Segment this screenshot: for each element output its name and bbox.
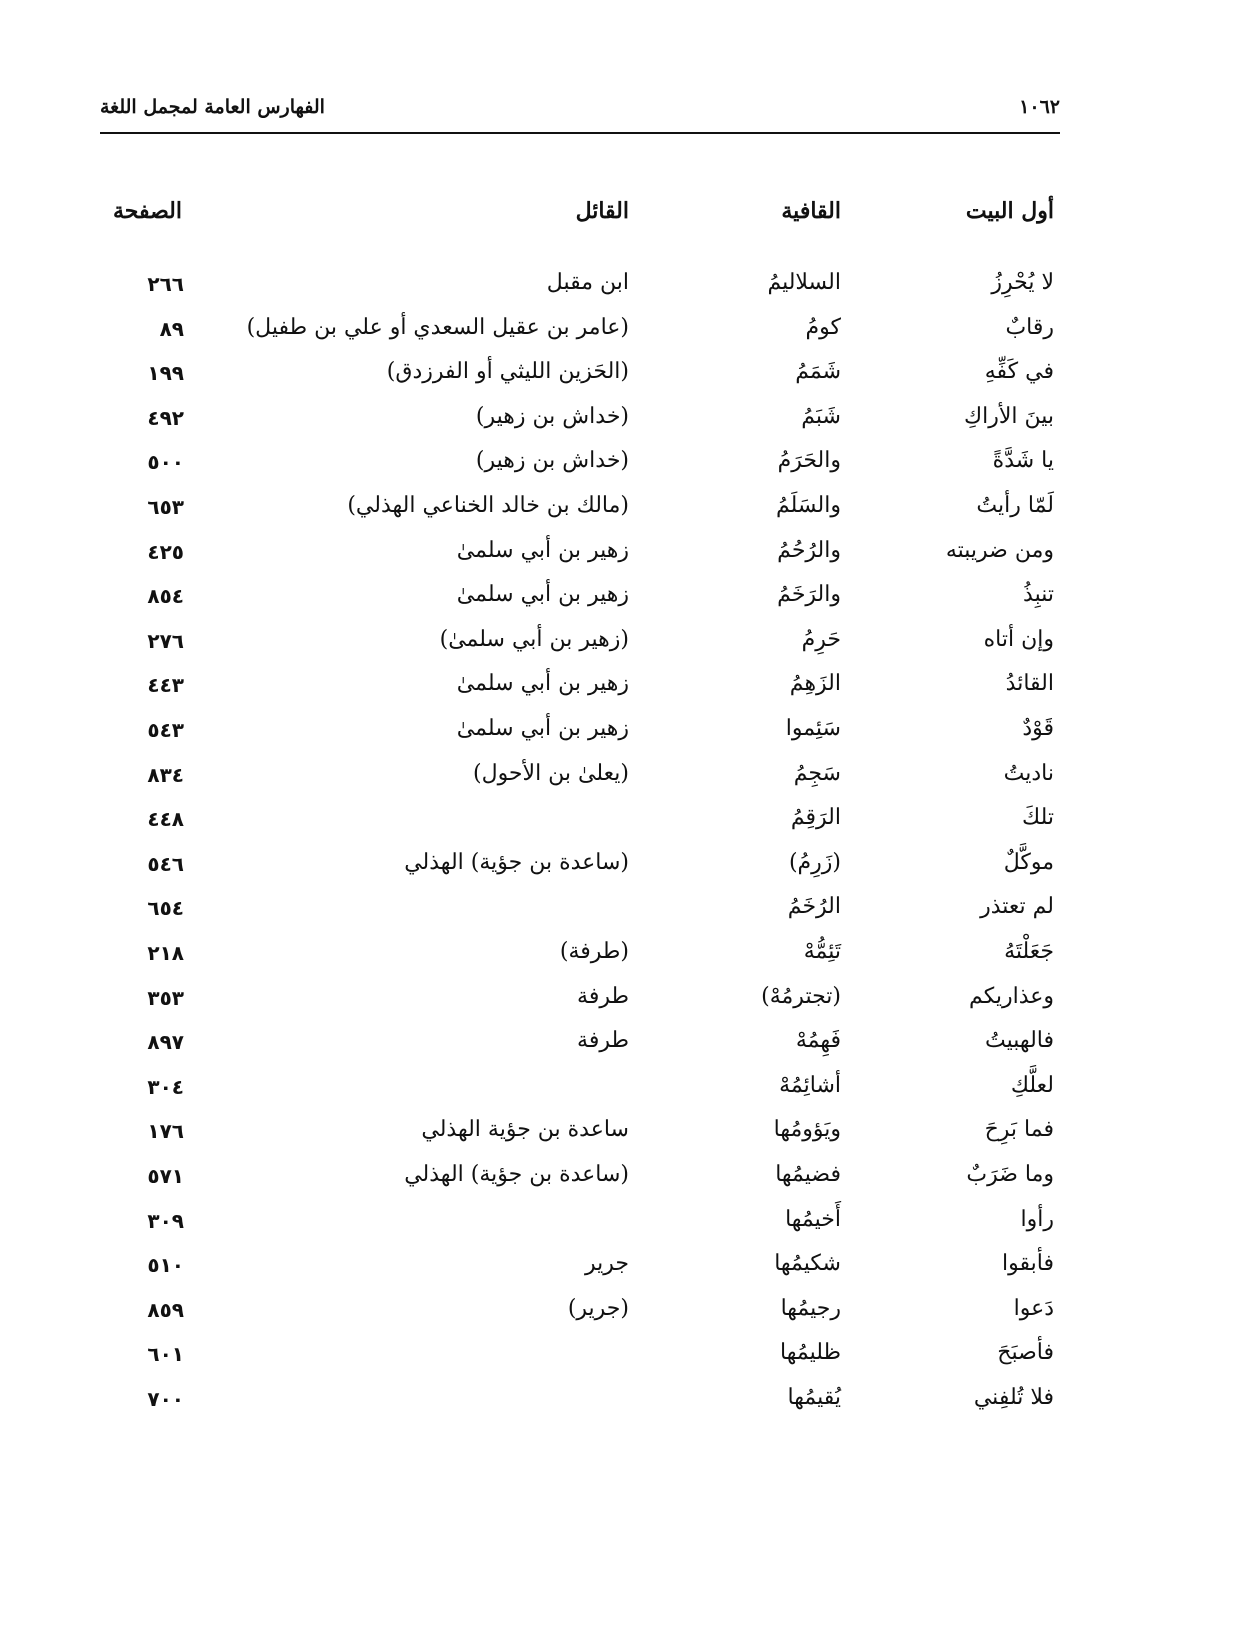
cell-page: ٧٠٠ (147, 1387, 184, 1411)
table-row (0, 761, 1234, 801)
cell-first-of-verse: بينَ الأراكِ (963, 403, 1054, 429)
cell-rhyme: رجيمُها (780, 1295, 841, 1321)
table-row (0, 359, 1234, 399)
table-row (0, 1162, 1234, 1202)
cell-first-of-verse: فأصبَحَ (997, 1340, 1054, 1366)
cell-first-of-verse: ناديتُ (1003, 760, 1054, 786)
cell-page: ٦٠١ (147, 1342, 184, 1367)
cell-poet: (ساعدة بن جؤية) الهذلي (404, 1162, 629, 1187)
cell-poet: (خداش بن زهير) (475, 448, 629, 474)
table-row (0, 716, 1234, 756)
table-row (0, 448, 1234, 488)
cell-poet: زهير بن أبي سلمىٰ (456, 537, 629, 563)
table-row (0, 1385, 1234, 1425)
cell-first-of-verse: تلكَ (1022, 805, 1054, 831)
cell-page: ٨٣٤ (147, 762, 184, 787)
cell-page: ٢٦٦ (147, 272, 184, 296)
table-row (0, 984, 1234, 1024)
column-header-poet: القائل (575, 198, 629, 224)
column-header-first-of-verse: أول البيت (965, 198, 1054, 224)
cell-rhyme: حَرِمُ (801, 626, 841, 652)
cell-rhyme: فَهِمُهْ (795, 1028, 841, 1054)
cell-page: ٣٥٣ (147, 985, 184, 1010)
table-row (0, 939, 1234, 979)
cell-rhyme: والسَلَمُ (776, 493, 841, 518)
cell-poet: زهير بن أبي سلمىٰ (456, 582, 629, 608)
cell-page: ٦٥٤ (147, 896, 184, 921)
cell-poet: (طرفة) (559, 939, 629, 964)
cell-poet: (زهير بن أبي سلمىٰ) (439, 626, 629, 652)
table-row (0, 582, 1234, 622)
cell-rhyme: أَخيمُها (785, 1206, 841, 1232)
cell-page: ٥٧١ (147, 1164, 184, 1188)
cell-poet: (خداش بن زهير) (475, 403, 629, 429)
cell-rhyme: ظليمُها (780, 1340, 841, 1366)
cell-rhyme: يُقيمُها (787, 1385, 841, 1410)
cell-poet: (ساعدة بن جؤية) الهذلي (404, 849, 629, 875)
cell-page: ٦٥٣ (147, 495, 184, 519)
cell-first-of-verse: دَعوا (1013, 1295, 1054, 1321)
cell-first-of-verse: رقابٌ (1005, 314, 1054, 340)
table-row (0, 1296, 1234, 1336)
cell-page: ٤٤٨ (147, 807, 184, 832)
cell-rhyme: سَئِموا (785, 716, 841, 741)
table-row (0, 627, 1234, 667)
table-row (0, 1207, 1234, 1247)
cell-first-of-verse: فما بَرِحَ (984, 1117, 1054, 1143)
cell-page: ١٩٩ (147, 361, 184, 386)
table-row (0, 315, 1234, 355)
cell-poet: (مالك بن خالد الخناعي الهذلي) (347, 493, 629, 518)
cell-rhyme: شكيمُها (774, 1251, 841, 1277)
cell-page: ٨٥٩ (147, 1297, 184, 1322)
cell-poet: زهير بن أبي سلمىٰ (456, 671, 629, 697)
cell-first-of-verse: القائدُ (1005, 671, 1054, 697)
cell-first-of-verse: وعذاريكم (969, 983, 1054, 1009)
cell-first-of-verse: ومن ضريبته (945, 537, 1054, 563)
cell-page: ٥٠٠ (147, 450, 184, 475)
cell-poet: طرفة (577, 1028, 629, 1054)
cell-page: ١٧٦ (147, 1119, 184, 1144)
cell-first-of-verse: وما ضَرَبٌ (966, 1162, 1054, 1187)
cell-rhyme: شَبَمُ (801, 403, 841, 429)
table-row (0, 671, 1234, 711)
cell-page: ٥١٠ (147, 1253, 184, 1278)
page-number: ١٠٦٢ (1019, 96, 1060, 118)
cell-poet: زهير بن أبي سلمىٰ (456, 716, 629, 741)
cell-first-of-verse: فالهبيتُ (985, 1028, 1054, 1054)
cell-rhyme: الزَهِمُ (789, 671, 841, 697)
cell-rhyme: تَئِمُّهْ (803, 939, 841, 964)
table-row (0, 493, 1234, 533)
column-header-rhyme: القافية (781, 198, 841, 224)
cell-page: ٨٩٧ (147, 1030, 184, 1055)
cell-first-of-verse: فلا تُلفِني (973, 1385, 1054, 1410)
cell-page: ٣٠٤ (147, 1074, 184, 1099)
cell-rhyme: السلاليمُ (767, 270, 841, 295)
cell-poet: (يعلىٰ بن الأحول) (473, 760, 629, 786)
cell-rhyme: الرُخَمُ (787, 894, 841, 920)
cell-rhyme: والرَخَمُ (777, 582, 841, 608)
table-row (0, 1251, 1234, 1291)
table-row (0, 805, 1234, 845)
cell-rhyme: ويَؤومُها (773, 1117, 841, 1143)
cell-poet: ساعدة بن جؤية الهذلي (421, 1117, 629, 1143)
table-row (0, 1073, 1234, 1113)
cell-first-of-verse: يا شَدَّةً (992, 448, 1054, 474)
cell-page: ٥٤٦ (147, 851, 184, 876)
table-row (0, 850, 1234, 890)
cell-page: ٨٩ (159, 316, 184, 341)
table-row (0, 270, 1234, 310)
cell-first-of-verse: لم تعتذر (980, 894, 1054, 920)
table-row (0, 1340, 1234, 1380)
cell-rhyme: سَجِمُ (793, 760, 841, 786)
header-title: الفهارس العامة لمجمل اللغة (100, 96, 325, 118)
cell-poet: طرفة (577, 983, 629, 1009)
cell-page: ٤٩٢ (147, 405, 184, 430)
cell-rhyme: (تجترمُهْ) (761, 983, 841, 1009)
cell-page: ٢١٨ (147, 941, 184, 965)
cell-first-of-verse: لعلَّكِ (1010, 1072, 1054, 1098)
cell-first-of-verse: رأوا (1020, 1206, 1054, 1232)
cell-rhyme: فضيمُها (775, 1162, 841, 1187)
table-row (0, 1117, 1234, 1157)
cell-page: ٥٤٣ (147, 718, 184, 742)
cell-first-of-verse: قَوْدٌ (1022, 716, 1054, 741)
cell-page: ٣٠٩ (147, 1208, 184, 1233)
cell-poet: (جرير) (567, 1295, 629, 1321)
cell-rhyme: أشائِمُهْ (779, 1072, 841, 1098)
cell-first-of-verse: تنبِذُ (1023, 582, 1054, 608)
cell-first-of-verse: وإن أتاه (983, 626, 1054, 652)
table-row (0, 1028, 1234, 1068)
cell-page: ٤٢٥ (147, 539, 184, 564)
cell-rhyme: (زَرِمُ) (788, 849, 841, 875)
cell-rhyme: كومُ (805, 314, 841, 340)
running-header (100, 96, 1060, 134)
cell-rhyme: الرَقِمُ (790, 805, 841, 831)
cell-page: ٤٤٣ (147, 673, 184, 698)
table-row (0, 538, 1234, 578)
cell-poet: (الحَزين الليثي أو الفرزدق) (386, 359, 629, 385)
cell-poet: ابن مقبل (546, 270, 629, 295)
cell-page: ٢٧٦ (147, 628, 184, 653)
cell-first-of-verse: لَمّا رأيتُ (976, 493, 1054, 518)
cell-first-of-verse: موكَّلٌ (1003, 849, 1054, 875)
cell-first-of-verse: جَعَلْتَهُ (1004, 939, 1054, 964)
table-row (0, 404, 1234, 444)
column-header-page: الصفحة (112, 198, 182, 224)
cell-first-of-verse: لا يُحْرِزُ (991, 270, 1054, 295)
table-row (0, 894, 1234, 934)
cell-rhyme: شَمَمُ (795, 359, 841, 385)
cell-first-of-verse: فأبقوا (1002, 1251, 1054, 1277)
cell-page: ٨٥٤ (147, 584, 184, 609)
cell-poet: (عامر بن عقيل السعدي أو علي بن طفيل) (246, 314, 629, 340)
cell-rhyme: والرُحُمُ (777, 537, 841, 563)
cell-poet: جرير (585, 1251, 629, 1277)
cell-first-of-verse: في كَفِّهِ (984, 359, 1054, 385)
cell-rhyme: والحَرَمُ (777, 448, 841, 474)
